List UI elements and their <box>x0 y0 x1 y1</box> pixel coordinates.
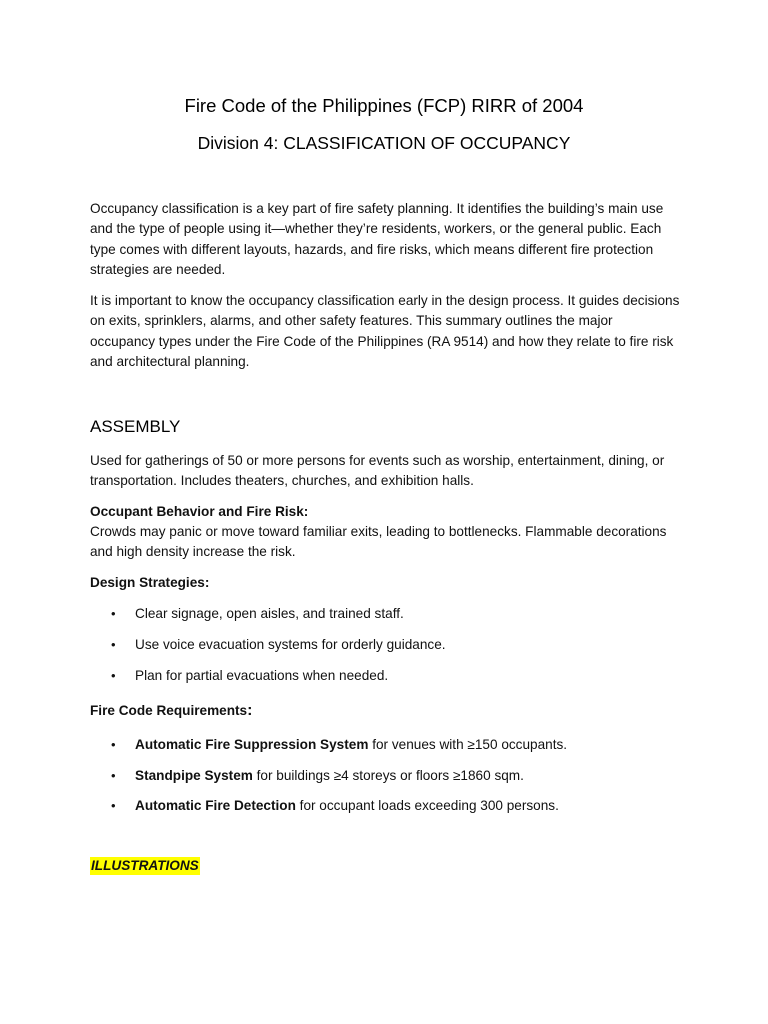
strategy-list <box>90 604 680 697</box>
illustrations-label: ILLUSTRATIONS <box>91 858 199 873</box>
behavior-text: Crowds may panic or move toward familiar exits, leading to bottlenecks. Flammable decorations and high density increase the risk. <box>90 524 667 560</box>
list-item <box>90 796 680 827</box>
list-item <box>90 604 680 635</box>
document-subtitle: Division 4: CLASSIFICATION OF OCCUPANCY <box>197 133 571 153</box>
list-item <box>90 666 680 697</box>
requirement-name: Standpipe System <box>135 767 253 783</box>
bullet-icon: • <box>111 798 116 813</box>
requirement-name: Automatic Fire Detection <box>135 798 296 813</box>
requirement-detail: for occupant loads exceeding 300 persons. <box>295 798 559 813</box>
requirement-detail: for buildings ≥4 storeys or floors ≥1860 sqm. <box>252 767 524 783</box>
intro-paragraph-2: It is important to know the occupancy classification early in the design process. It guides decisions on exits, sprinklers, alarms, and other safety features. This summary outlines the major occupancy types under the Fire Code of the Philippines (RA 9514) and how they relate to fire risk and architectural planning. <box>90 293 680 370</box>
bullet-icon: • <box>111 767 116 783</box>
requirements-heading-text: Fire Code Requirements <box>90 703 248 718</box>
list-item <box>90 735 680 766</box>
requirements-heading-colon: : <box>247 702 253 719</box>
requirements-heading <box>90 701 252 721</box>
strategies-heading: Design Strategies: <box>90 575 210 590</box>
bullet-icon: • <box>111 737 116 752</box>
requirement-detail: for venues with ≥150 occupants. <box>368 737 568 752</box>
section-heading-assembly: ASSEMBLY <box>90 417 181 436</box>
behavior-heading: Occupant Behavior and Fire Risk: <box>90 504 309 519</box>
strategy-text: Use voice evacuation systems for orderly guidance. <box>135 637 446 652</box>
bullet-icon: • <box>111 606 116 621</box>
assembly-description: Used for gatherings of 50 or more persons for events such as worship, entertainment, dining, or transportation. Includes theaters, churches, and exhibition halls. <box>90 453 665 489</box>
document-title: Fire Code of the Philippines (FCP) RIRR of 2004 <box>184 95 584 116</box>
list-item <box>90 766 680 797</box>
requirements-list <box>90 735 680 827</box>
bullet-icon: • <box>111 668 116 683</box>
list-item <box>90 635 680 666</box>
strategy-text: Plan for partial evacuations when needed. <box>135 668 389 683</box>
intro-paragraph-1: Occupancy classification is a key part of fire safety planning. It identifies the building’s main use and the type of people using it—whether they’re residents, workers, or the general public. Each type comes with different layouts, hazards, and fire risks, which means different fire protection strategies are needed. <box>90 201 664 278</box>
requirement-name: Automatic Fire Suppression System <box>135 737 369 752</box>
strategy-text: Clear signage, open aisles, and trained staff. <box>135 606 404 621</box>
bullet-icon: • <box>111 637 116 652</box>
